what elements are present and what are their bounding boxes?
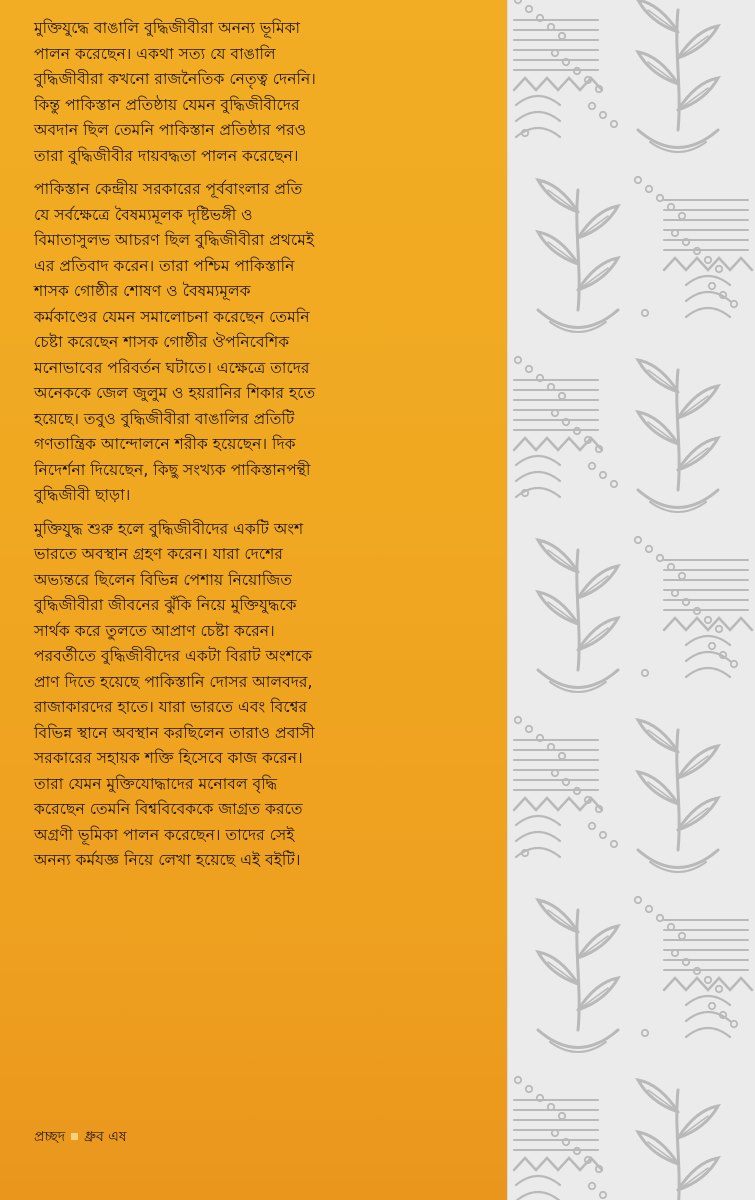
- blurb-paragraph: [34, 16, 447, 169]
- blurb-line: অনন্য কর্মযজ্ঞ নিয়ে লেখা হয়েছে এই বইটি।: [34, 851, 301, 869]
- blurb-line: গণতান্ত্রিক আন্দোলনে শরীক হয়েছেন। দিক: [34, 435, 296, 453]
- blurb-line: অবদান ছিল তেমনি পাকিস্তান প্রতিষ্ঠার পরও: [34, 121, 307, 139]
- blurb-line: বুদ্ধিজীবীরা জীবনের ঝুঁকি নিয়ে মুক্তিযুদ্ধকে: [34, 596, 297, 614]
- blurb-line: নিদের্শনা দিয়েছেন, কিছু সংখ্যক পাকিস্তানপন্থী: [34, 460, 311, 479]
- blurb-line: চেষ্টা করেছেন শাসক গোষ্ঠীর ঔপনিবেশিক: [34, 333, 290, 351]
- credit-separator: [71, 1133, 78, 1140]
- blurb-line: পালন করেছেন। একথা সত্য যে বাঙালি: [34, 44, 276, 63]
- blurb-line: মনোভাবের পরিবর্তন ঘটাতে। এক্ষেত্রে তাদের: [34, 358, 310, 377]
- blurb-line: কিন্তু পাকিস্তান প্রতিষ্ঠায় যেমন বুদ্ধিজীবীদের: [34, 95, 300, 114]
- credit-name: ধ্রুব এষ: [84, 1129, 127, 1145]
- blurb-line: অগ্রণী ভূমিকা পালন করেছেন। তাদের সেই: [34, 825, 295, 844]
- cover-credit: [34, 1125, 127, 1149]
- blurb-line: বুদ্ধিজীবী ছাড়া।: [34, 486, 131, 504]
- blurb-line: কর্মকাণ্ডের যেমন সমালোচনা করেছেন তেমনি: [34, 307, 310, 326]
- blurb-line: বুদ্ধিজীবীরা কখনো রাজনৈতিক নেতৃত্ব দেননি।: [34, 70, 316, 88]
- blurb-line: সার্থক করে তুলতে আপ্রাণ চেষ্টা করেন।: [34, 621, 275, 640]
- decorative-pattern-panel: [507, 0, 755, 1200]
- blurb-line: ভারতে অবস্থান গ্রহণ করেন। যারা দেশের: [34, 545, 283, 563]
- blurb-line: বিমাতাসুলভ আচরণ ছিল বুদ্ধিজীবীরা প্রথমেই: [34, 231, 315, 249]
- blurb-line: মুক্তিযুদ্ধে বাঙালি বুদ্ধিজীবীরা অনন্য ভূমিকা: [34, 19, 301, 37]
- blurb-line: অভ্যন্তরে ছিলেন বিভিন্ন পেশায় নিয়োজিত: [34, 570, 292, 589]
- blurb-line: অনেককে জেল জুলুম ও হয়রানির শিকার হতে: [34, 384, 316, 402]
- blurb-line: যে সর্বক্ষেত্রে বৈষম্যমূলক দৃষ্টিভঙ্গী ও: [34, 205, 253, 224]
- blurb-line: বিভিন্ন স্থানে অবস্থান করছিলেন তারাও প্রবাসী: [34, 723, 315, 742]
- blurb-line: সরকারের সহায়ক শক্তি হিসেবে কাজ করেন।: [34, 749, 303, 767]
- blurb-line: পাকিস্তান কেন্দ্রীয় সরকারের পূর্ববাংলার প্রতি: [34, 180, 303, 198]
- blurb-line: এর প্রতিবাদ করেন। তারা পশ্চিম পাকিস্তানি: [34, 256, 295, 275]
- blurb-line: তারা যেমন মুক্তিযোদ্ধাদের মনোবল বৃদ্ধি: [34, 774, 278, 793]
- blurb-line: রাজাকারদের হাতে। যারা ভারতে এবং বিশ্বের: [34, 698, 308, 716]
- blurb-paragraph: [34, 517, 447, 874]
- blurb-line: পরবর্তীতে বুদ্ধিজীবীদের একটা বিরাট অংশকে: [34, 647, 313, 665]
- blurb-line: হয়েছে। তবুও বুদ্ধিজীবীরা বাঙালির প্রতিটি: [34, 409, 295, 428]
- blurb-text: [34, 16, 447, 874]
- blurb-line: তারা বুদ্ধিজীবীর দায়বদ্ধতা পালন করেছেন।: [34, 146, 299, 165]
- credit-role: প্রচ্ছদ: [34, 1129, 66, 1145]
- blurb-line: প্রাণ দিতে হয়েছে পাকিস্তানি দোসর আলবদর,: [34, 672, 313, 691]
- blurb-line: মুক্তিযুদ্ধ শুরু হলে বুদ্ধিজীবীদের একটি অংশ: [34, 519, 304, 538]
- blurb-line: শাসক গোষ্ঠীর শোষণ ও বৈষম্যমূলক: [34, 282, 251, 300]
- blurb-paragraph: [34, 177, 447, 509]
- blurb-line: করেছেন তেমনি বিশ্ববিবেককে জাগ্রত করতে: [34, 800, 303, 818]
- folk-motif-pattern: [508, 0, 755, 1200]
